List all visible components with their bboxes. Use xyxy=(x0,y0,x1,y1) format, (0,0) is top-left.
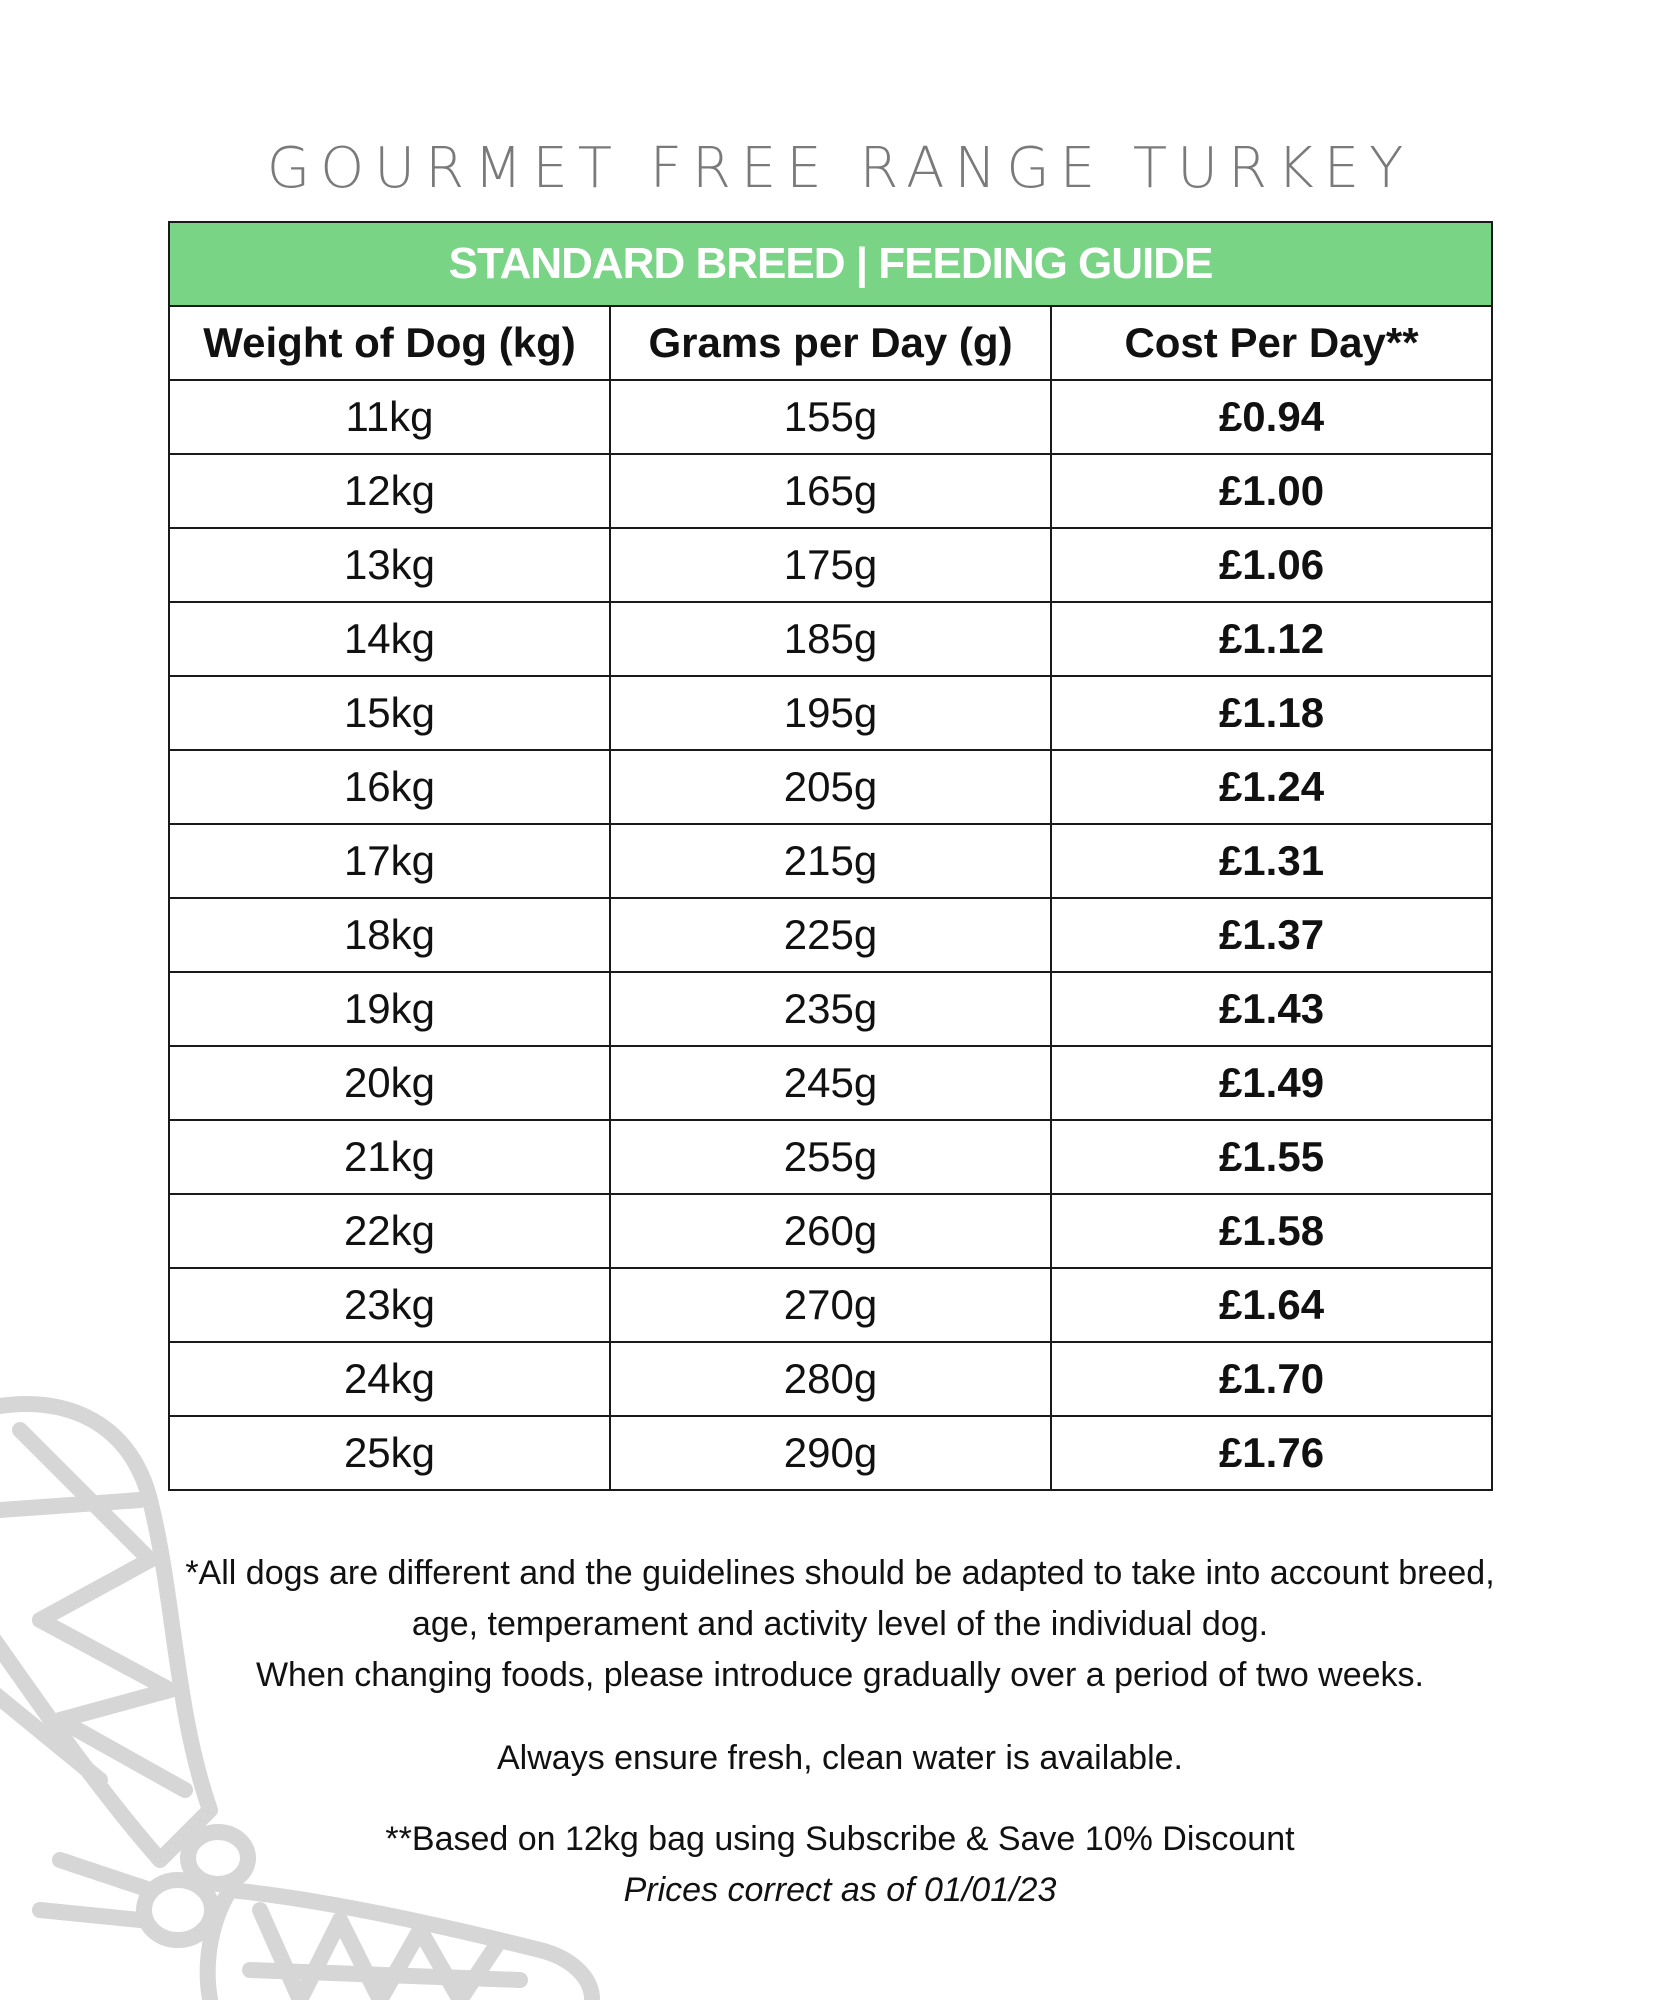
table-row xyxy=(169,824,1492,898)
weight-cell: 17kg xyxy=(169,824,610,898)
grams-cell: 290g xyxy=(610,1416,1051,1490)
table-row xyxy=(169,454,1492,528)
weight-cell: 11kg xyxy=(169,380,610,454)
grams-cell: 215g xyxy=(610,824,1051,898)
weight-cell: 19kg xyxy=(169,972,610,1046)
grams-cell: 270g xyxy=(610,1268,1051,1342)
feeding-guide-table xyxy=(168,221,1493,1491)
cost-cell: £1.18 xyxy=(1051,676,1492,750)
header-weight: Weight of Dog (kg) xyxy=(169,306,610,380)
table-row xyxy=(169,898,1492,972)
table-banner-row xyxy=(169,222,1492,306)
grams-cell: 260g xyxy=(610,1194,1051,1268)
cost-cell: £1.43 xyxy=(1051,972,1492,1046)
weight-cell: 20kg xyxy=(169,1046,610,1120)
weight-cell: 16kg xyxy=(169,750,610,824)
grams-cell: 280g xyxy=(610,1342,1051,1416)
cost-cell: £1.49 xyxy=(1051,1046,1492,1120)
weight-cell: 22kg xyxy=(169,1194,610,1268)
table-row xyxy=(169,528,1492,602)
cost-cell: £1.55 xyxy=(1051,1120,1492,1194)
table-row xyxy=(169,1416,1492,1490)
page-title: GOURMET FREE RANGE TURKEY xyxy=(266,135,1414,201)
cost-cell: £1.12 xyxy=(1051,602,1492,676)
cost-cell: £1.00 xyxy=(1051,454,1492,528)
grams-cell: 185g xyxy=(610,602,1051,676)
table-row xyxy=(169,380,1492,454)
weight-cell: 15kg xyxy=(169,676,610,750)
cost-cell: £1.64 xyxy=(1051,1268,1492,1342)
weight-cell: 23kg xyxy=(169,1268,610,1342)
grams-cell: 155g xyxy=(610,380,1051,454)
footnote-transition: When changing foods, please introduce gradually over a period of two weeks. xyxy=(255,1656,1425,1694)
footnote-guideline-line2: age, temperament and activity level of the individual dog. xyxy=(411,1605,1269,1643)
cost-cell: £1.06 xyxy=(1051,528,1492,602)
footnote-water: Always ensure fresh, clean water is available. xyxy=(497,1739,1183,1777)
footnotes xyxy=(0,1548,1680,1916)
cost-cell: £1.70 xyxy=(1051,1342,1492,1416)
weight-cell: 18kg xyxy=(169,898,610,972)
table-row xyxy=(169,1120,1492,1194)
weight-cell: 24kg xyxy=(169,1342,610,1416)
weight-cell: 25kg xyxy=(169,1416,610,1490)
table-row xyxy=(169,602,1492,676)
table-banner: STANDARD BREED | FEEDING GUIDE xyxy=(169,222,1492,306)
grams-cell: 205g xyxy=(610,750,1051,824)
weight-cell: 14kg xyxy=(169,602,610,676)
footnote-price-date: Prices correct as of 01/01/23 xyxy=(623,1871,1057,1909)
table-header-row xyxy=(169,306,1492,380)
table-row xyxy=(169,1046,1492,1120)
grams-cell: 245g xyxy=(610,1046,1051,1120)
weight-cell: 12kg xyxy=(169,454,610,528)
grams-cell: 195g xyxy=(610,676,1051,750)
header-grams: Grams per Day (g) xyxy=(610,306,1051,380)
footnote-guideline-line1: *All dogs are different and the guidelines should be adapted to take into account breed, xyxy=(185,1554,1495,1592)
grams-cell: 175g xyxy=(610,528,1051,602)
table-row xyxy=(169,972,1492,1046)
cost-cell: £1.37 xyxy=(1051,898,1492,972)
footnote-pricing-basis: **Based on 12kg bag using Subscribe & Save 10% Discount xyxy=(385,1820,1295,1858)
grams-cell: 165g xyxy=(610,454,1051,528)
weight-cell: 21kg xyxy=(169,1120,610,1194)
cost-cell: £1.76 xyxy=(1051,1416,1492,1490)
cost-cell: £1.58 xyxy=(1051,1194,1492,1268)
grams-cell: 255g xyxy=(610,1120,1051,1194)
cost-cell: £1.31 xyxy=(1051,824,1492,898)
table-row xyxy=(169,1194,1492,1268)
table-row xyxy=(169,1342,1492,1416)
cost-cell: £0.94 xyxy=(1051,380,1492,454)
weight-cell: 13kg xyxy=(169,528,610,602)
cost-cell: £1.24 xyxy=(1051,750,1492,824)
grams-cell: 235g xyxy=(610,972,1051,1046)
grams-cell: 225g xyxy=(610,898,1051,972)
table-row xyxy=(169,676,1492,750)
table-row xyxy=(169,1268,1492,1342)
header-cost: Cost Per Day** xyxy=(1051,306,1492,380)
table-row xyxy=(169,750,1492,824)
